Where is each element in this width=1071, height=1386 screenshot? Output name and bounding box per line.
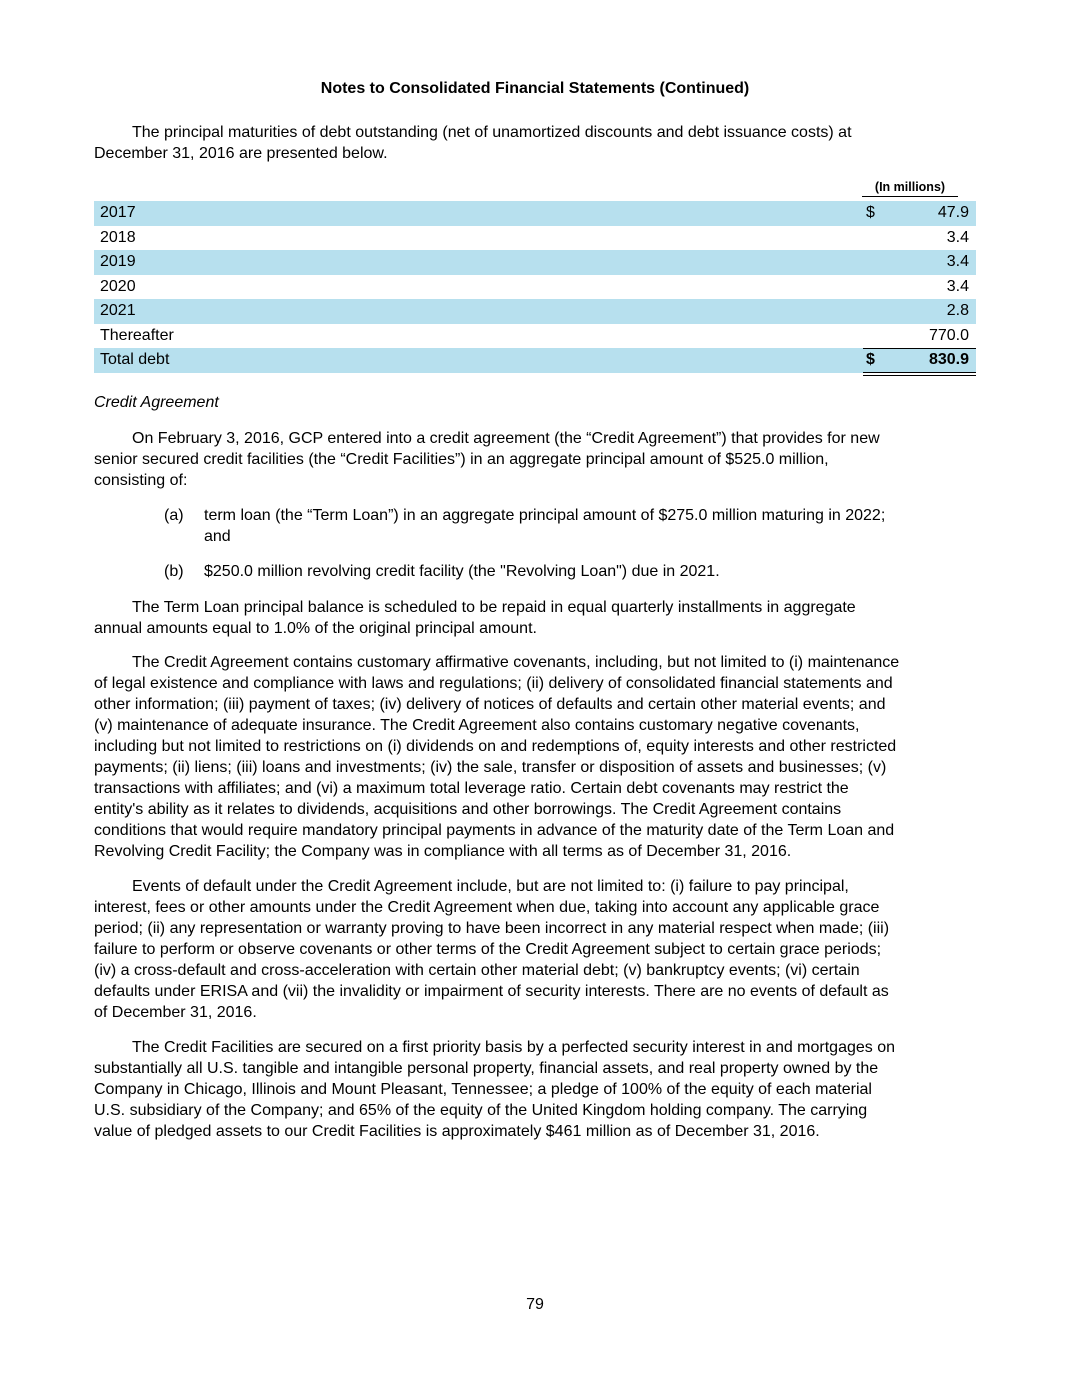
paragraph: [94, 876, 976, 1023]
text-line: term loan (the “Term Loan”) in an aggregate principal amount of $275.0 million maturing in 2022;: [204, 507, 886, 524]
text-line: $250.0 million revolving credit facility (the "Revolving Loan") due in 2021.: [204, 563, 720, 580]
text-line: and: [204, 528, 231, 545]
total-double-rule-1: [863, 372, 976, 373]
table-row: [94, 226, 976, 251]
row-label: 2021: [100, 302, 136, 319]
currency-symbol: $: [866, 204, 875, 221]
table-unit-label: (In millions): [862, 180, 958, 197]
row-label: 2020: [100, 277, 136, 295]
section-heading: Credit Agreement: [94, 394, 219, 411]
page-title: Notes to Consolidated Financial Statements (Continued): [320, 80, 750, 97]
text-line: period; (ii) any representation or warranty proving to have been incorrect in any material respect when made; (iii): [94, 920, 890, 937]
paragraph: [94, 1037, 976, 1142]
table-row: [94, 299, 976, 324]
text-line: Revolving Credit Facility; the Company was in compliance with all terms as of December 31, 2016.: [94, 843, 792, 860]
text-line: consisting of:: [94, 472, 188, 489]
text-line: of December 31, 2016.: [94, 1004, 257, 1021]
text-line: other information; (iii) payment of taxes; (iv) delivery of notices of defaults and certain other material events; and: [94, 696, 886, 713]
text-line: transactions with affiliates; and (vi) a maximum total leverage ratio. Certain debt covenants may restrict the: [94, 780, 849, 797]
text-line: December 31, 2016 are presented below.: [94, 145, 388, 162]
text-line: Company in Chicago, Illinois and Mount Pleasant, Tennessee; a pledge of 100% of the equity of each material: [94, 1081, 872, 1098]
row-value: 3.4: [946, 277, 969, 295]
row-value: 3.4: [946, 228, 969, 246]
row-value: 770.0: [928, 326, 969, 344]
text-line: Events of default under the Credit Agreement include, but are not limited to: (i) failure to pay principal,: [132, 878, 849, 895]
intro-paragraph: [94, 122, 976, 164]
text-line: (v) maintenance of adequate insurance. The Credit Agreement also contains customary negative covenants,: [94, 717, 860, 734]
text-line: The principal maturities of debt outstanding (net of unamortized discounts and debt issuance costs) at: [132, 124, 852, 141]
text-line: annual amounts equal to 1.0% of the original principal amount.: [94, 620, 537, 637]
table-row: [94, 250, 976, 275]
row-value: 2.8: [946, 302, 969, 319]
text-line: senior secured credit facilities (the “Credit Facilities”) in an aggregate principal amount of $525.0 million,: [94, 451, 829, 468]
total-label: Total debt: [100, 351, 170, 368]
row-label: 2018: [100, 228, 136, 246]
row-label: Thereafter: [100, 326, 174, 344]
list-text: [204, 561, 976, 582]
table-row: [94, 275, 976, 300]
paragraph: [94, 652, 976, 862]
text-line: failure to perform or observe covenants or other terms of the Credit Agreement subject to certain grace periods;: [94, 941, 882, 958]
text-line: value of pledged assets to our Credit Facilities is approximately $461 million as of December 31, 2016.: [94, 1123, 820, 1140]
table-row: [94, 201, 976, 226]
text-line: substantially all U.S. tangible and intangible personal property, financial assets, and real property owned by the: [94, 1060, 879, 1077]
text-line: including but not limited to restrictions on (i) dividends on and redemptions of, equity interests and other restricted: [94, 738, 897, 755]
paragraph: [94, 428, 976, 491]
list-marker: (a): [164, 507, 184, 524]
text-line: The Credit Agreement contains customary affirmative covenants, including, but not limited to (i) maintenance: [132, 654, 900, 671]
paragraph: [94, 597, 976, 639]
row-label: 2019: [100, 253, 136, 270]
table-total-row: [94, 348, 976, 373]
row-value: 47.9: [937, 204, 969, 221]
total-double-rule-2: [863, 375, 976, 376]
total-value: 830.9: [928, 351, 969, 368]
list-marker: (b): [164, 563, 184, 580]
list-text: [204, 505, 976, 547]
text-line: U.S. subsidiary of the Company; and 65% of the equity of the United Kingdom holding company. The carrying: [94, 1102, 868, 1119]
text-line: The Term Loan principal balance is scheduled to be repaid in equal quarterly installments in aggregate: [132, 599, 856, 616]
currency-symbol: $: [866, 351, 875, 368]
page-number: 79: [526, 1296, 544, 1313]
table-row: [94, 324, 976, 349]
text-line: The Credit Facilities are secured on a first priority basis by a perfected security interest in and mortgages on: [132, 1039, 896, 1056]
text-line: (iv) a cross-default and cross-acceleration with certain other material debt; (v) bankruptcy events; (vi) certain: [94, 962, 860, 979]
debt-maturities-table: [94, 201, 976, 373]
text-line: defaults under ERISA and (vii) the invalidity or impairment of security interests. There are no events of default as: [94, 983, 889, 1000]
text-line: interest, fees or other amounts under the Credit Agreement when due, taking into account any applicable grace: [94, 899, 880, 916]
text-line: On February 3, 2016, GCP entered into a credit agreement (the “Credit Agreement”) that provides for new: [132, 430, 880, 447]
row-label: 2017: [100, 204, 136, 221]
text-line: conditions that would require mandatory principal payments in advance of the maturity date of the Term Loan and: [94, 822, 895, 839]
row-value: 3.4: [946, 253, 969, 270]
text-line: payments; (ii) liens; (iii) loans and investments; (iv) the sale, transfer or disposition of assets and businesses; (v): [94, 759, 887, 776]
text-line: of legal existence and compliance with laws and regulations; (ii) delivery of consolidated financial statements and: [94, 675, 893, 692]
text-line: entity's ability as it relates to dividends, acquisitions and other borrowings. The Credit Agreement contains: [94, 801, 842, 818]
